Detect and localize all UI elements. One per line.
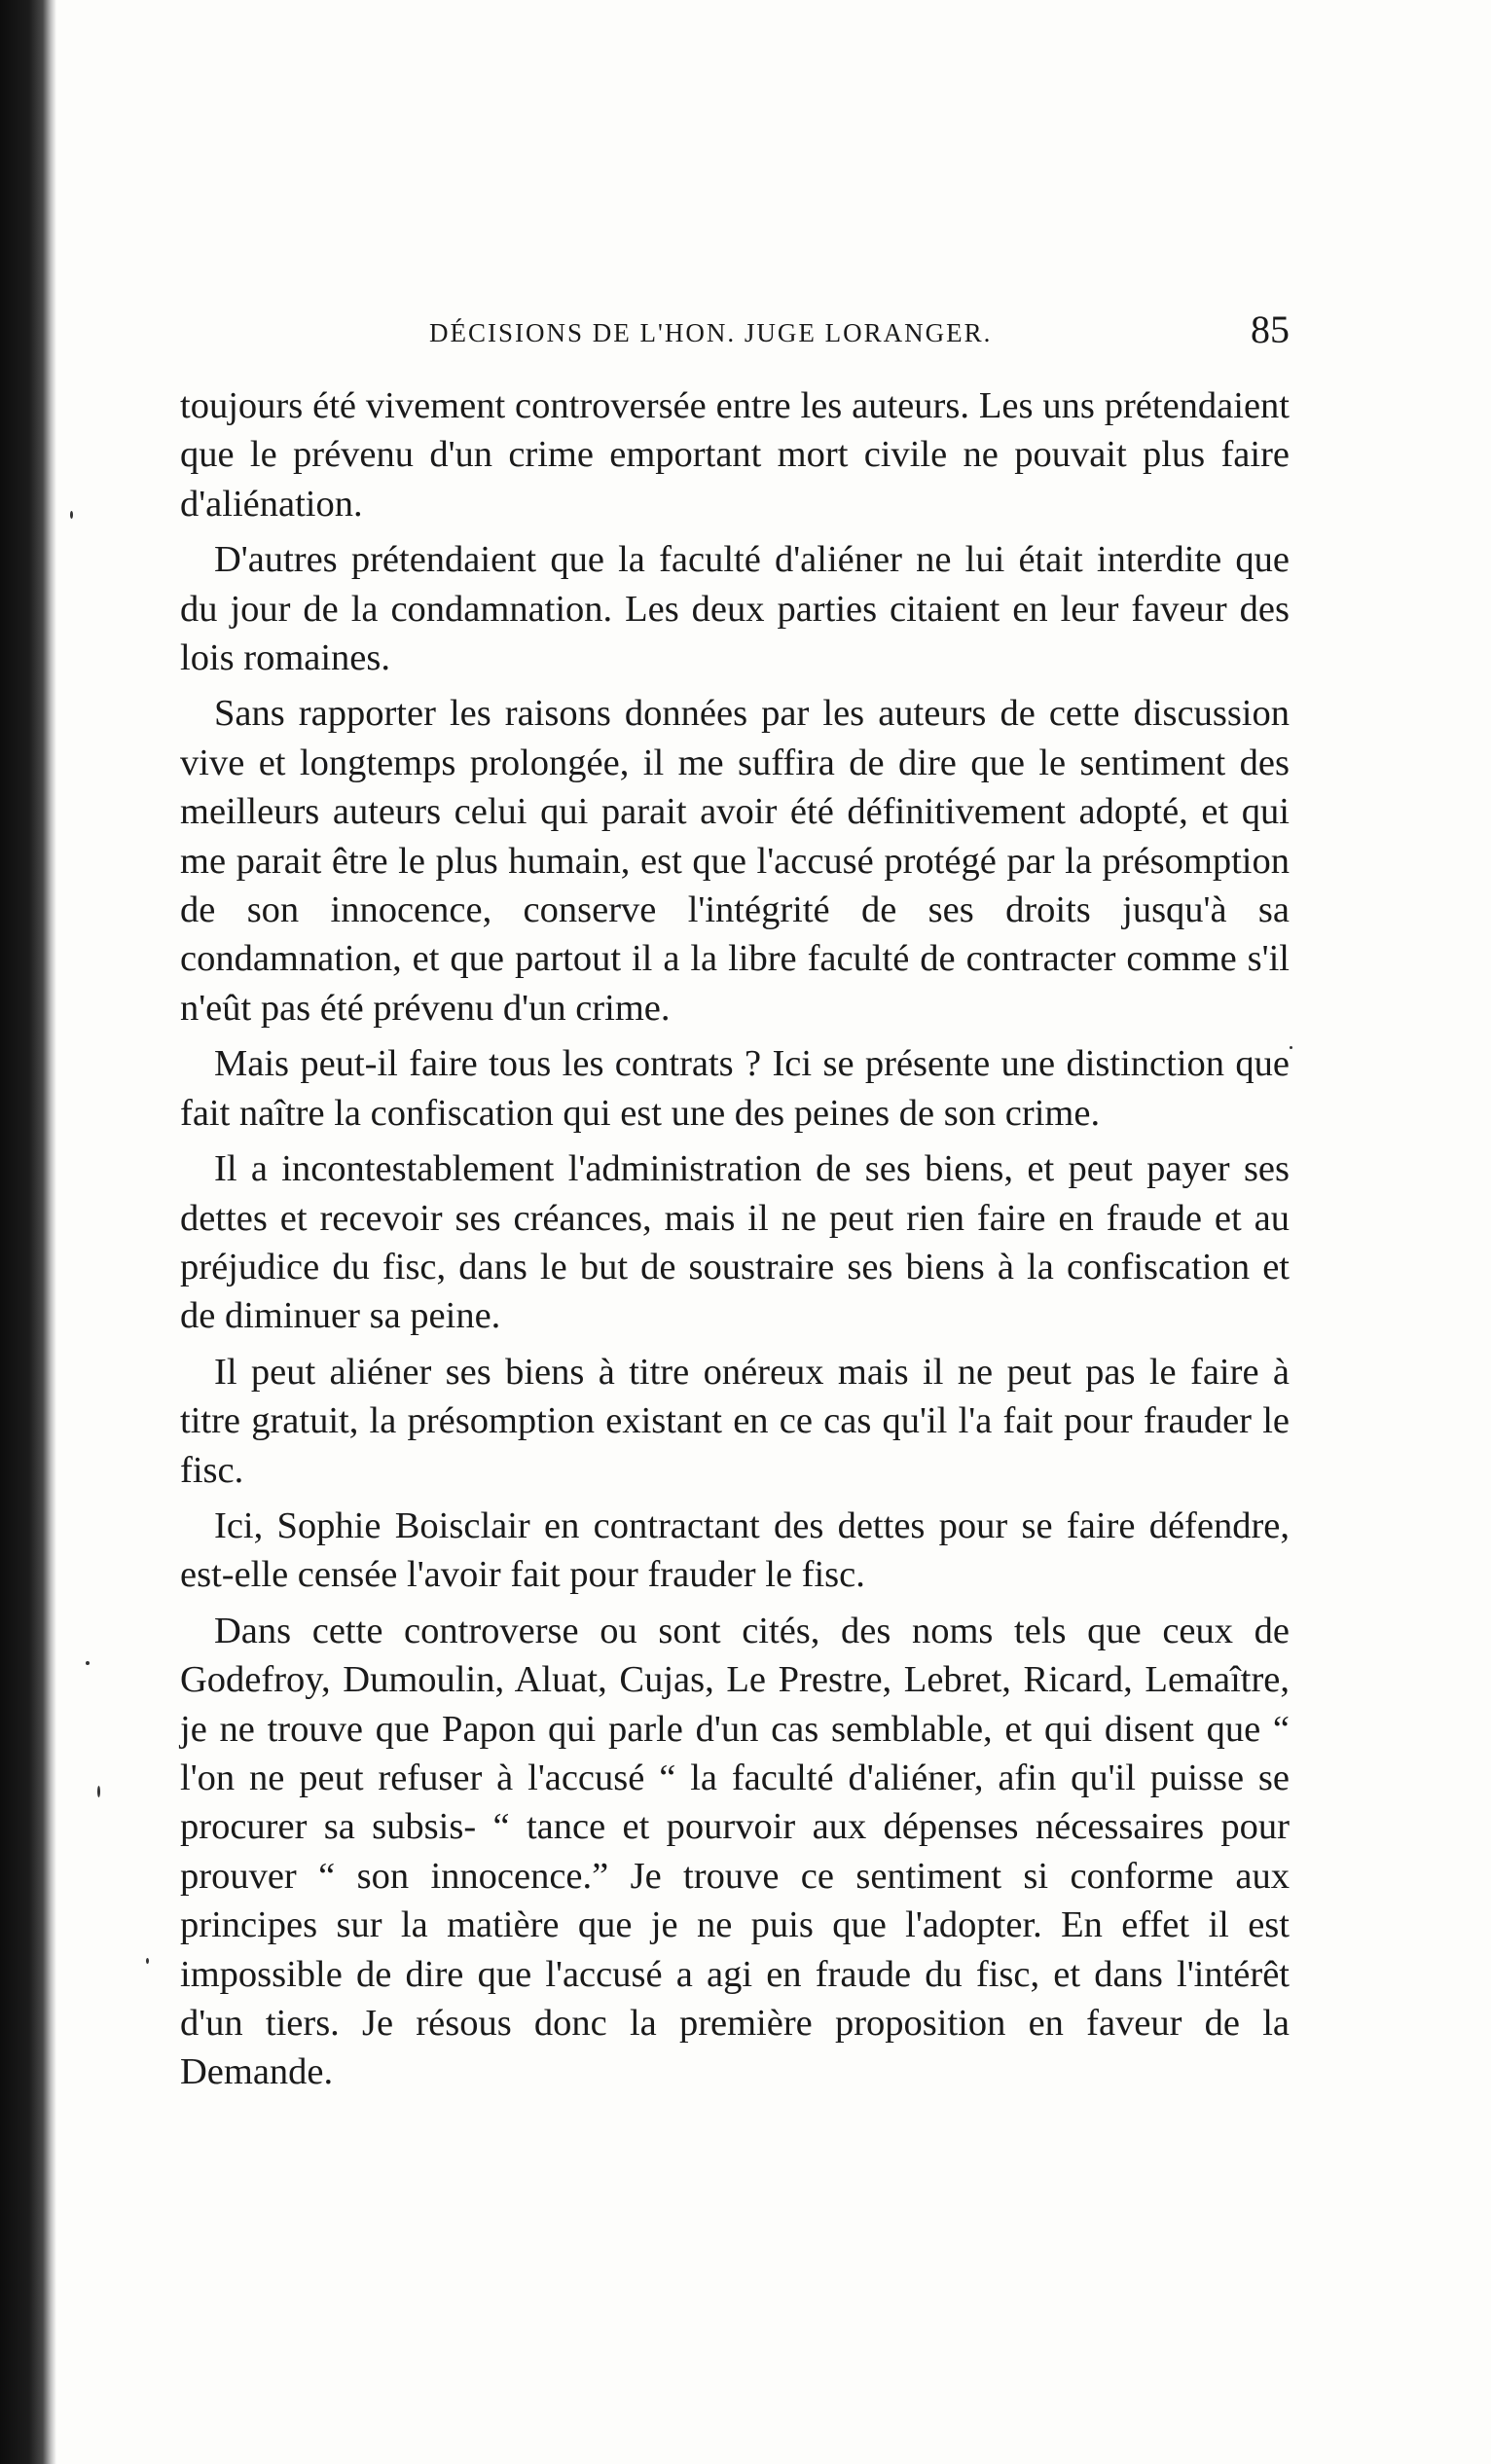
page-binding-edge <box>0 0 56 2464</box>
scan-speck <box>97 1786 100 1797</box>
scan-speck <box>146 1958 149 1964</box>
scan-speck <box>86 1661 90 1665</box>
page-number: 85 <box>1251 308 1290 351</box>
page-header <box>180 305 1290 363</box>
paragraph: Ici, Sophie Boisclair en contractant des dettes pour se faire défendre, est-elle censée l'avoir fait pour frauder le fisc. <box>180 1504 1290 1596</box>
scan-speck <box>1290 1046 1292 1049</box>
paragraph: Sans rapporter les raisons données par les auteurs de cette discussion vive et longtemps prolongée, il me suffira de dire que le sentiment des meilleurs auteurs celui qui parait avoir été définitivement adopté, et qui me parait être le plus humain, est que l'accusé protégé par la présomption de son innocence, conserve l'intégrité de ses droits jusqu'à sa condamnation, et que partout il a la libre faculté de contracter comme s'il n'eût pas été prévenu d'un crime. <box>180 693 1290 1029</box>
paragraph: toujours été vivement controversée entre les auteurs. Les uns prétendaient que le prévenu d'un crime emportant mort civile ne pouvait plus faire d'aliénation. <box>180 385 1290 525</box>
paragraph: Il a incontestablement l'administration de ses biens, et peut payer ses dettes et recevoir ses créances, mais il ne peut rien faire en fraude et au préjudice du fisc, dans le but de soustraire ses biens à la confiscation et de diminuer sa peine. <box>180 1148 1290 1337</box>
body-text <box>180 381 1290 2104</box>
running-title: DÉCISIONS DE L'HON. JUGE LORANGER. <box>429 318 993 347</box>
paragraph: D'autres prétendaient que la faculté d'aliéner ne lui était interdite que du jour de la condamnation. Les deux parties citaient en leur faveur des lois romaines. <box>180 539 1290 679</box>
paragraph: Il peut aliéner ses biens à titre onéreux mais il ne peut pas le faire à titre gratuit, la présomption existant en ce cas qu'il l'a fait pour frauder le fisc. <box>180 1351 1290 1491</box>
scan-speck <box>70 511 73 519</box>
paragraph: Mais peut-il faire tous les contrats ? Ici se présente une distinction que fait naître la confiscation qui est une des peines de son crime. <box>180 1043 1290 1134</box>
paragraph: Dans cette controverse ou sont cités, des noms tels que ceux de Godefroy, Dumoulin, Aluat, Cujas, Le Prestre, Lebret, Ricard, Lemaître, je ne trouve que Papon qui parle d'un cas semblable, et qui disent que “ l'on ne peut refuser à l'accusé “ la faculté d'aliéner, afin qu'il puisse se procurer sa subsis- “ tance et pourvoir aux dépenses nécessaires pour prouver “ son innocence.” Je trouve ce sentiment si conforme aux principes sur la matière que je ne puis que l'adopter. En effet il est impossible de dire que l'accusé a agi en fraude du fisc, et dans l'intérêt d'un tiers. Je résous donc la première proposition en faveur de la Demande. <box>180 1610 1290 2093</box>
